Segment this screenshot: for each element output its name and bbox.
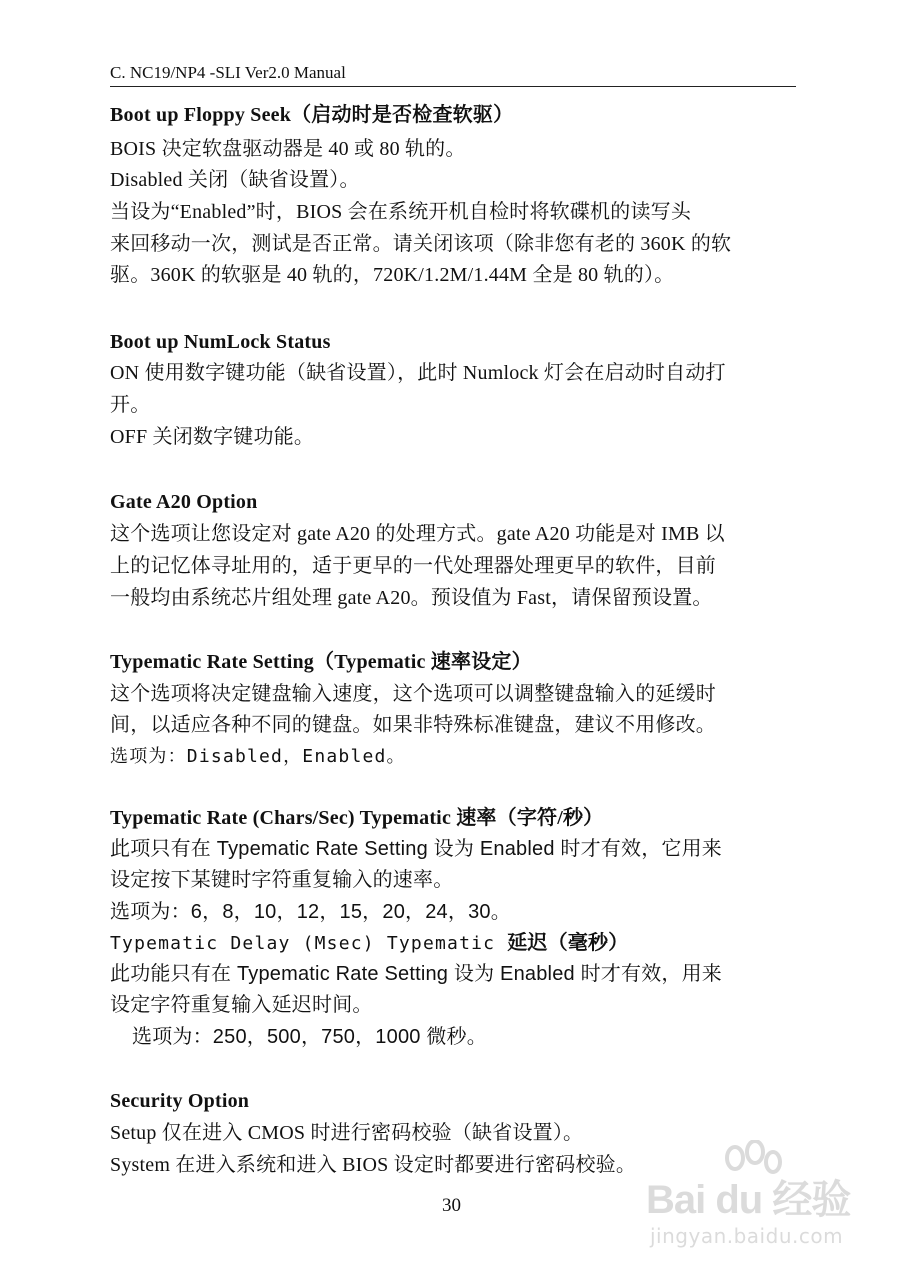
numlock-line-2: 开。 — [110, 394, 151, 416]
gate-line-1: 这个选项让您设定对 gate A20 的处理方式。gate A20 功能是对 IMB 以 — [110, 523, 725, 545]
security-line-2: System 在进入系统和进入 BIOS 设定时都要进行密码校验。 — [110, 1154, 637, 1176]
header-rule — [110, 86, 796, 87]
heading-security: Security Option — [110, 1090, 250, 1112]
floppy-line-1: BOIS 决定软盘驱动器是 40 或 80 轨的。 — [110, 138, 466, 160]
numlock-line-3: OFF 关闭数字键功能。 — [110, 426, 315, 448]
typematic-setting-line-1: 这个选项将决定键盘输入速度，这个选项可以调整键盘输入的延缓时 — [110, 683, 716, 705]
security-line-1: Setup 仅在进入 CMOS 时进行密码校验（缺省设置）。 — [110, 1122, 584, 1144]
floppy-line-2: Disabled 关闭（缺省设置）。 — [110, 169, 360, 191]
typematic-setting-options: 选项为：Disabled，Enabled。 — [110, 746, 406, 767]
page-number: 30 — [442, 1195, 461, 1216]
typematic-rate-line-2: 设定按下某键时字符重复输入的速率。 — [110, 869, 454, 891]
heading-typematic-rate: Typematic Rate (Chars/Sec) Typematic 速率（字符/秒） — [110, 807, 604, 829]
typematic-delay-line-1: 此功能只有在 Typematic Rate Setting 设为 Enabled 时才有效，用来 — [110, 963, 722, 985]
floppy-line-5: 驱。360K 的软驱是 40 轨的，720K/1.2M/1.44M 全是 80 轨的）。 — [110, 264, 675, 286]
heading-typematic-setting: Typematic Rate Setting（Typematic 速率设定） — [110, 651, 532, 673]
header-title: C. NC19/NP4 -SLI Ver2.0 Manual — [110, 63, 346, 82]
baidu-paw-icon — [713, 1140, 793, 1200]
typematic-setting-line-2: 间，以适应各种不同的键盘。如果非特殊标准键盘，建议不用修改。 — [110, 714, 716, 736]
typematic-delay-heading-latin: Typematic Delay (Msec) Typematic — [110, 933, 508, 954]
typematic-rate-line-1: 此项只有在 Typematic Rate Setting 设为 Enabled 时才有效，它用来 — [110, 838, 722, 860]
numlock-line-1: ON 使用数字键功能（缺省设置），此时 Numlock 灯会在启动时自动打 — [110, 362, 726, 384]
floppy-line-4: 来回移动一次，测试是否正常。请关闭该项（除非您有老的 360K 的软 — [110, 233, 732, 255]
heading-typematic-delay — [110, 929, 628, 958]
heading-gate-a20: Gate A20 Option — [110, 491, 258, 513]
typematic-delay-heading-cjk: 延迟（毫秒） — [507, 932, 629, 954]
heading-floppy-seek: Boot up Floppy Seek（启动时是否检查软驱） — [110, 104, 514, 126]
gate-line-2: 上的记忆体寻址用的，适于更早的一代处理器处理更早的软件，目前 — [110, 555, 716, 577]
typematic-delay-line-2: 设定字符重复输入延迟时间。 — [110, 994, 373, 1016]
heading-numlock: Boot up NumLock Status — [110, 331, 331, 353]
floppy-line-3: 当设为“Enabled”时，BIOS 会在系统开机自检时将软碟机的读写头 — [110, 201, 692, 223]
watermark-brand: Bai du 经验 — [646, 1178, 851, 1222]
watermark-url: jingyan.baidu.com — [650, 1224, 844, 1248]
typematic-delay-options: 选项为：250，500，750，1000 微秒。 — [132, 1026, 487, 1048]
typematic-rate-options: 选项为：6，8，10，12，15，20，24，30。 — [110, 901, 511, 923]
gate-line-3: 一般均由系统芯片组处理 gate A20。预设值为 Fast，请保留预设置。 — [110, 587, 713, 609]
